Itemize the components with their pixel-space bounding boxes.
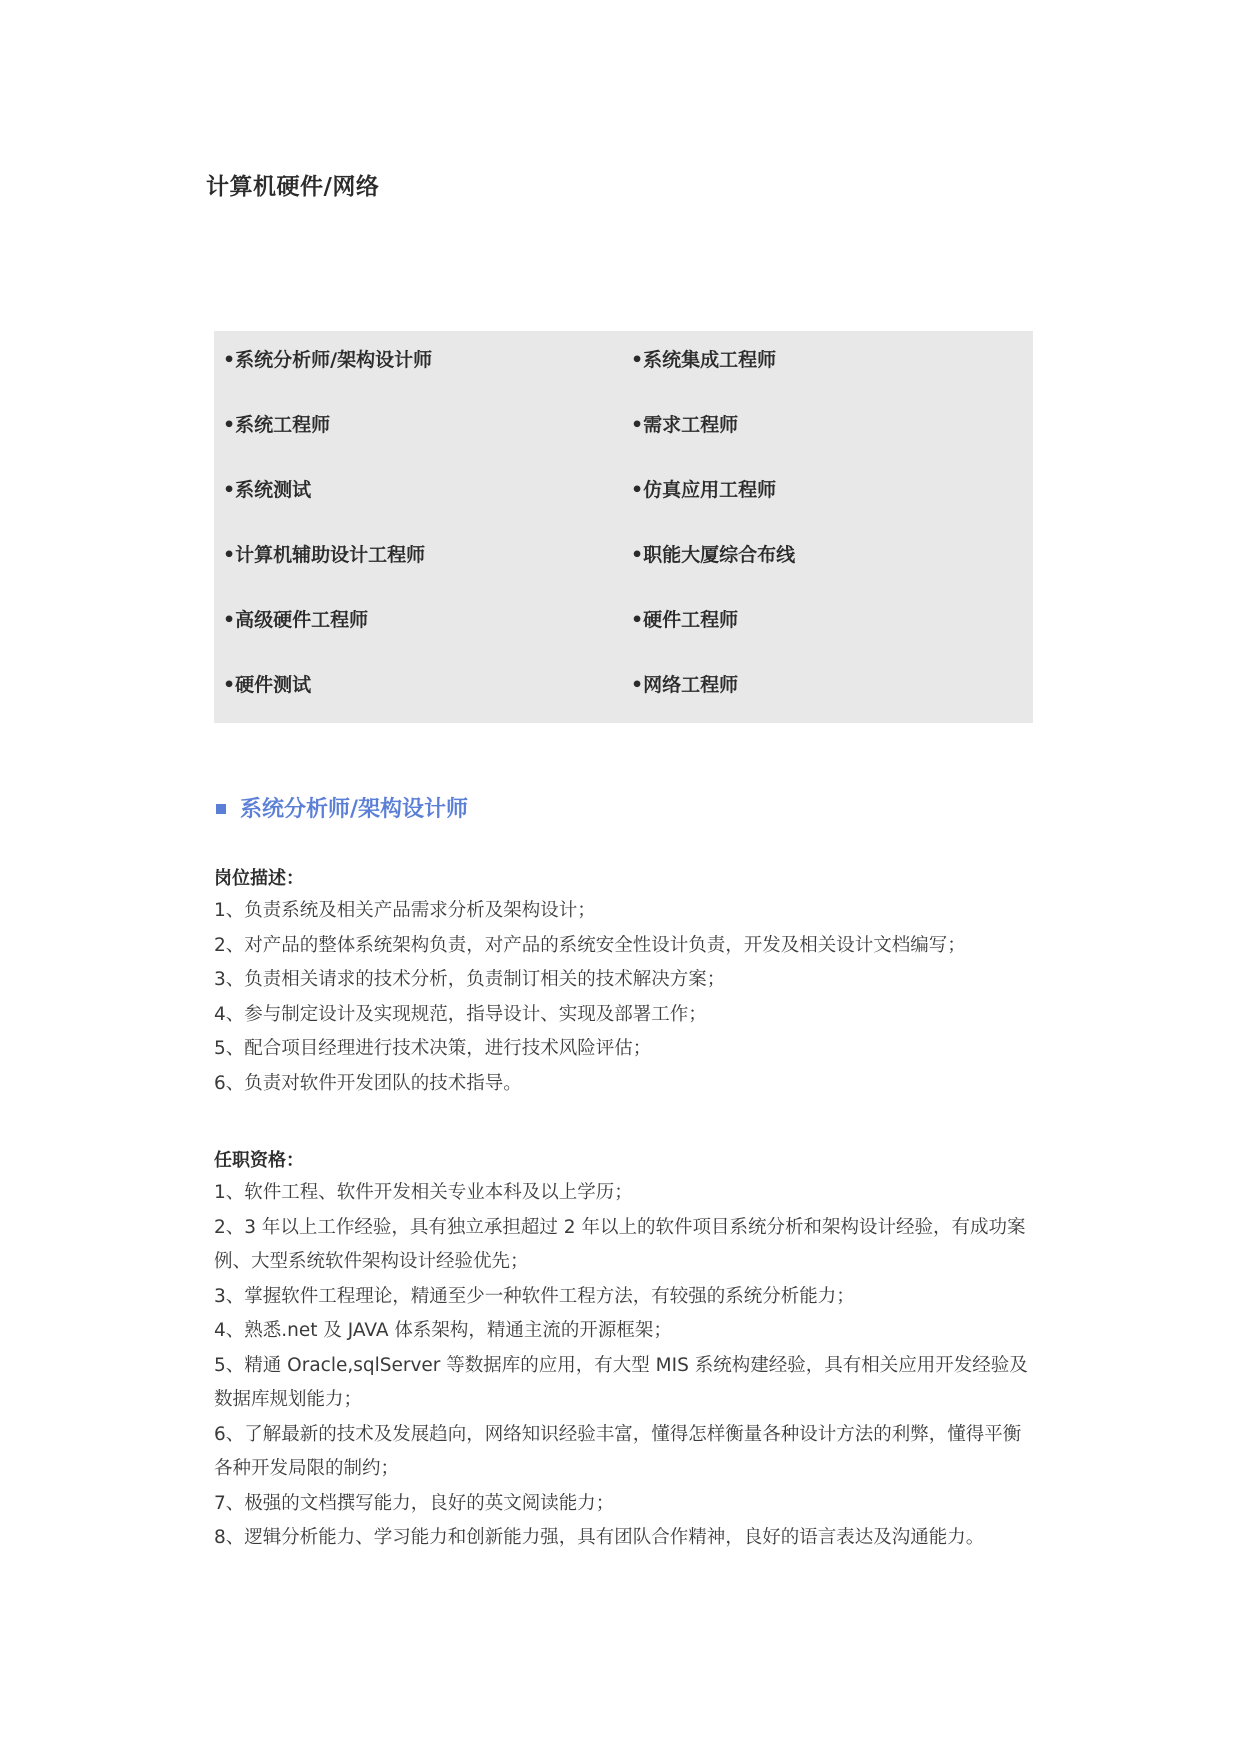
square-bullet-icon bbox=[216, 804, 226, 814]
qualifications-label: 任职资格： bbox=[214, 1150, 304, 1171]
job-link-system-integration-engineer[interactable]: •系统集成工程师 bbox=[631, 349, 777, 371]
list-item: 1、软件工程、软件开发相关专业本科及以上学历； bbox=[214, 1182, 633, 1203]
job-link-simulation-engineer[interactable]: •仿真应用工程师 bbox=[631, 479, 777, 501]
job-link-cad-engineer[interactable]: •计算机辅助设计工程师 bbox=[223, 544, 426, 566]
job-link-system-analyst[interactable]: •系统分析师/架构设计师 bbox=[223, 349, 433, 371]
duties-list bbox=[214, 894, 1034, 1101]
list-item: 5、精通 Oracle,sqlServer 等数据库的应用，有大型 MIS 系统构建经验，具有相关应用开发经验及数据库规划能力； bbox=[214, 1354, 1028, 1410]
job-link-hardware-engineer[interactable]: •硬件工程师 bbox=[631, 609, 739, 631]
job-link-building-cabling[interactable]: •职能大厦综合布线 bbox=[631, 544, 796, 566]
job-row bbox=[214, 540, 1033, 605]
list-item: 4、熟悉.net 及 JAVA 体系架构，精通主流的开源框架； bbox=[214, 1320, 672, 1341]
page-title: 计算机硬件/网络 bbox=[206, 174, 380, 200]
list-item: 1、负责系统及相关产品需求分析及架构设计； bbox=[214, 900, 596, 921]
job-row bbox=[214, 345, 1033, 410]
qualifications-list bbox=[214, 1176, 1034, 1556]
list-item: 5、配合项目经理进行技术决策，进行技术风险评估； bbox=[214, 1038, 652, 1059]
section-title: 系统分析师/架构设计师 bbox=[240, 796, 469, 822]
job-link-senior-hardware-engineer[interactable]: •高级硬件工程师 bbox=[223, 609, 369, 631]
list-item: 6、了解最新的技术及发展趋向，网络知识经验丰富，懂得怎样衡量各种设计方法的利弊，懂得平衡各种开发局限的制约； bbox=[214, 1423, 1022, 1479]
list-item: 6、负责对软件开发团队的技术指导。 bbox=[214, 1072, 522, 1094]
job-link-system-engineer[interactable]: •系统工程师 bbox=[223, 414, 331, 436]
job-link-system-testing[interactable]: •系统测试 bbox=[223, 479, 312, 501]
list-item: 2、3 年以上工作经验，具有独立承担超过 2 年以上的软件项目系统分析和架构设计经验，有成功案例、大型系统软件架构设计经验优先； bbox=[214, 1216, 1026, 1272]
list-item: 8、逻辑分析能力、学习能力和创新能力强，具有团队合作精神，良好的语言表达及沟通能力。 bbox=[214, 1527, 985, 1548]
job-link-requirements-engineer[interactable]: •需求工程师 bbox=[631, 414, 739, 436]
job-category-grid bbox=[214, 331, 1033, 723]
list-item: 3、掌握软件工程理论，精通至少一种软件工程方法，有较强的系统分析能力； bbox=[214, 1285, 855, 1307]
job-row bbox=[214, 670, 1033, 735]
job-row bbox=[214, 475, 1033, 540]
list-item: 4、参与制定设计及实现规范，指导设计、实现及部署工作； bbox=[214, 1003, 707, 1025]
list-item: 2、对产品的整体系统架构负责，对产品的系统安全性设计负责，开发及相关设计文档编写； bbox=[214, 934, 966, 956]
job-link-network-engineer[interactable]: •网络工程师 bbox=[631, 674, 739, 696]
list-item: 7、极强的文档撰写能力，良好的英文阅读能力； bbox=[214, 1492, 615, 1514]
list-item: 3、负责相关请求的技术分析，负责制订相关的技术解决方案； bbox=[214, 969, 726, 990]
section-heading bbox=[216, 791, 468, 823]
job-link-hardware-testing[interactable]: •硬件测试 bbox=[223, 674, 312, 696]
job-row bbox=[214, 410, 1033, 475]
duties-label: 岗位描述： bbox=[214, 868, 304, 889]
job-row bbox=[214, 605, 1033, 670]
